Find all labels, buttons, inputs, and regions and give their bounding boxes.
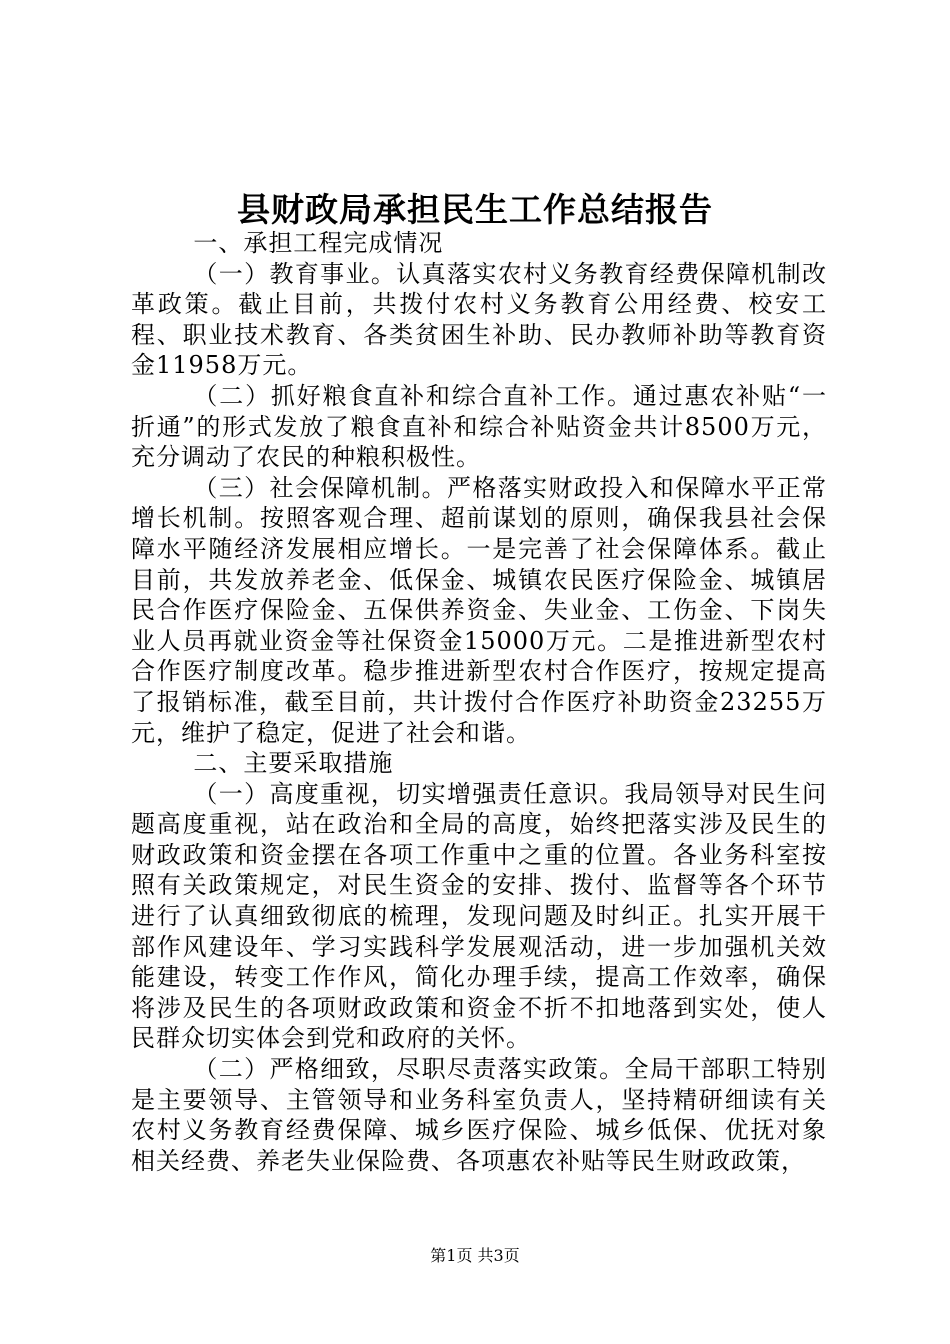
paragraph-responsibility: （一）高度重视，切实增强责任意识。我局领导对民生问题高度重视，站在政治和全局的高度，始终把落实涉及民生的财政政策和资金摆在各项工作重中之重的位置。各业务科室按照有关政策规定，对民生资金的安排、拨付、监督等各个环节进行了认真细致彻底的梳理，发现问题及时纠正。扎实开展干部作风建设年、学习实践科学发展观活动，进一步加强机关效能建设，转变工作作风，简化办理手续，提高工作效率，确保将涉及民生的各项财政政策和资金不折不扣地落到实处，使人民群众切实体会到党和政府的关怀。 bbox=[131, 779, 827, 1053]
paragraph-education: （一）教育事业。认真落实农村义务教育经费保障机制改革政策。截止目前，共拨付农村义务教育公用经费、校安工程、职业技术教育、各类贫困生补助、民办教师补助等教育资金11958万元。 bbox=[131, 259, 827, 380]
paragraph-grain-subsidy: （二）抓好粮食直补和综合直补工作。通过惠农补贴“一折通”的形式发放了粮食直补和综合补贴资金共计8500万元，充分调动了农民的种粮积极性。 bbox=[131, 381, 827, 472]
document-body bbox=[131, 228, 827, 1176]
paragraph-policy-implementation: （二）严格细致，尽职尽责落实政策。全局干部职工特别是主要领导、主管领导和业务科室负责人，坚持精研细读有关农村义务教育经费保障、城乡医疗保险、城乡低保、优抚对象相关经费、养老失业保险费、各项惠农补贴等民生财政政策， bbox=[131, 1055, 827, 1175]
page-footer: 第1页 共3页 bbox=[430, 1246, 520, 1265]
section-heading-2: 二、主要采取措施 bbox=[193, 749, 394, 778]
section-heading-1: 一、承担工程完成情况 bbox=[193, 229, 444, 257]
document-title: 县财政局承担民生工作总结报告 bbox=[237, 190, 713, 229]
paragraph-social-security: （三）社会保障机制。严格落实财政投入和保障水平正常增长机制。按照客观合理、超前谋划的原则，确保我县社会保障水平随经济发展相应增长。一是完善了社会保障体系。截止目前，共发放养老金、低保金、城镇农民医疗保险金、城镇居民合作医疗保险金、五保供养资金、失业金、工伤金、下岗失业人员再就业资金等社保资金15000万元。二是推进新型农村合作医疗制度改革。稳步推进新型农村合作医疗，按规定提高了报销标准，截至目前，共计拨付合作医疗补助资金23255万元，维护了稳定，促进了社会和谐。 bbox=[131, 473, 827, 747]
